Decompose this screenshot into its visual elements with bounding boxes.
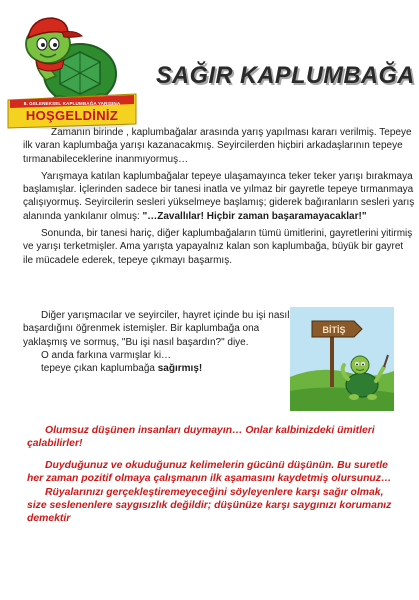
story-paragraph-3	[23, 227, 415, 267]
turtle-race-logo	[2, 4, 142, 134]
story-paragraph-5	[23, 349, 293, 362]
story-body	[23, 126, 415, 271]
story-paragraph-6	[23, 362, 293, 375]
story-paragraph-4-text: Diğer yarışmacılar ve seyirciler, hayret içinde bu işi nasıl başardığını öğrenmek istemişler. Bir kaplumbağa ona yaklaşmış ve sormuş, "Bu işi nasıl başardın?" diye.	[23, 310, 290, 348]
moral-section	[27, 424, 399, 534]
moral-paragraph-3	[27, 486, 399, 526]
story-paragraph-6-text: tepeye çıkan kaplumbağa	[41, 363, 158, 375]
moral-paragraph-1-text: Olumsuz düşünen insanları duymayın… Onlar kalbinizdeki ümitleri çalabilirler!	[27, 425, 375, 450]
moral-paragraph-2-text: Duyduğunuz ve okuduğunuz kelimelerin gücünü düşünün. Bu suretle her zaman pozitif olmaya çalışmanın ilk aşamasını kaydetmiş olursunuz…	[27, 459, 392, 485]
finish-sign-text: BİTİŞ	[322, 325, 346, 335]
page-title: SAĞIR KAPLUMBAĞA	[156, 62, 415, 89]
turtle-at-finish-sign-icon	[290, 307, 394, 411]
logo-subtitle: 8. GELENEKSEL KAPLUMBAĞA YARIŞINA	[23, 101, 121, 106]
story-paragraph-1	[23, 126, 415, 166]
story-paragraph-2-text: Yarışmaya katılan kaplumbağalar tepeye ulaşamayınca teker teker yarışı bırakmaya başlamışlar. İçlerinden sadece bir tanesi inatla ve yılmaz bir gayretle tepeye tırmanmaya çalışıyormuş. Seyircilerin sesleri yükselmeye başlamış; giderek bağıranların sesleri yarış alanında yankılanır olmuş:	[23, 170, 415, 222]
finish-line-illustration	[290, 307, 394, 411]
story-paragraph-3-text: Sonunda, bir tanesi hariç, diğer kaplumbağaların tümü ümitlerini, gayretlerini yitirmiş ve yarışı terketmişler. Ama yarışta yapayalnız kalan son kaplumbağa, büyük bir gayret ile mücadele ederek, tepeye çıkmayı başarmış.	[23, 228, 413, 266]
moral-paragraph-2	[27, 459, 399, 486]
story-body-lower	[23, 309, 293, 375]
moral-paragraph-1	[27, 424, 399, 451]
moral-paragraph-3-text: Rüyalarınızı gerçekleştiremeyeceğini söyleyenlere karşı sağır olmak, size seslenenlere saygısızlık değildir; düşünüze karşı saygınızı korumanız demektir	[27, 486, 392, 525]
logo-welcome-text: HOŞGELDİNİZ	[25, 108, 119, 123]
story-ending: sağırmış!	[157, 363, 203, 375]
story-paragraph-5-text: O anda farkına varmışlar ki…	[41, 349, 172, 361]
logo-banner	[8, 98, 136, 128]
story-paragraph-1-text: Zamanın birinde , kaplumbağalar arasında yarış yapılması kararı verilmiş. Tepeye ilk varan kaplumbağa yarışı kazanacakmış. Seyircilerden hiçbiri arkadaşlarının tepeye tırmanabileceklerine inanmıyormuş…	[23, 127, 412, 165]
story-paragraph-2	[23, 170, 415, 223]
story-quote: "…Zavallılar! Hiçbir zaman başaramayacaklar!"	[142, 210, 367, 222]
story-paragraph-4	[23, 309, 293, 349]
